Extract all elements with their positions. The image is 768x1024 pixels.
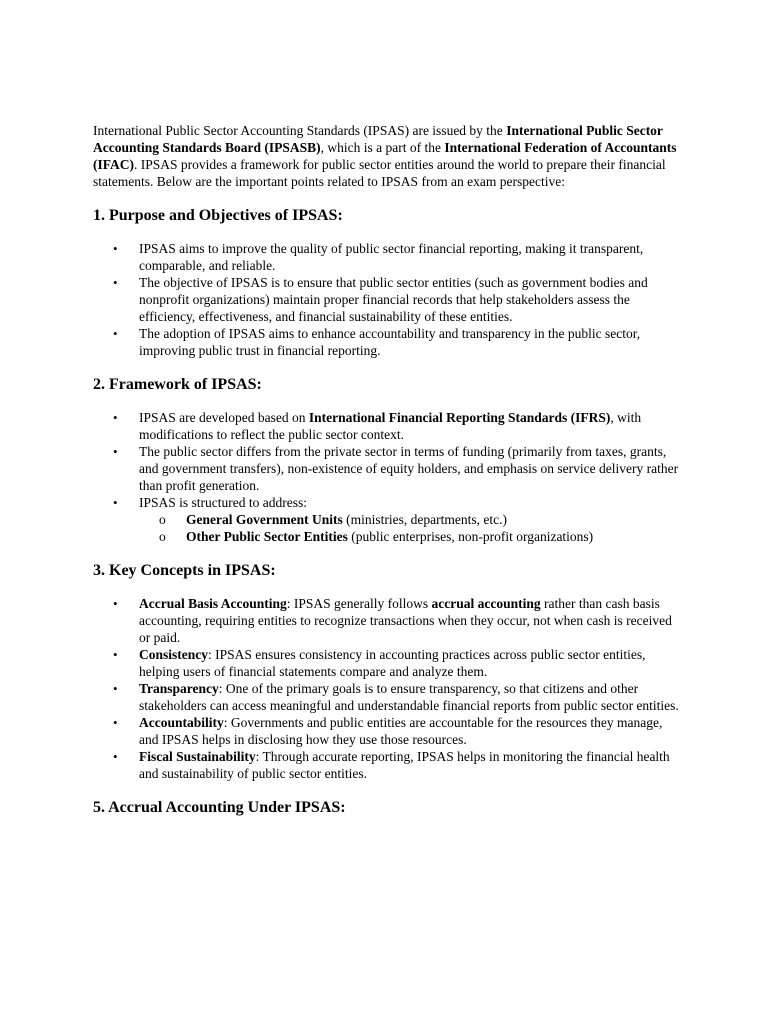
bullet-list: [93, 409, 683, 545]
bold-text: Transparency: [139, 681, 219, 696]
sub-list-item: [159, 511, 683, 528]
list-item: [113, 240, 683, 274]
text-run: , which is a part of the: [320, 140, 445, 155]
list-item: [113, 325, 683, 359]
text-run: International Public Sector Accounting Standards (IPSAS) are issued by the: [93, 123, 507, 138]
text-run: IPSAS are developed based on: [139, 410, 309, 425]
section-heading: 5. Accrual Accounting Under IPSAS:: [93, 799, 346, 816]
list-item: [113, 274, 683, 325]
bold-text: General Government Units: [186, 512, 343, 527]
text-run: (ministries, departments, etc.): [342, 512, 507, 527]
bullet-icon: •: [113, 444, 118, 459]
section-heading: 1. Purpose and Objectives of IPSAS:: [93, 207, 343, 224]
text-run: : IPSAS ensures consistency in accounting practices across public sector entities, helping users of financial statements compare and analyze them.: [139, 647, 646, 679]
bullet-icon: •: [113, 410, 118, 425]
list-item: [113, 443, 683, 494]
text-run: . IPSAS provides a framework for public sector entities around the world to prepare their financial statements. Below are the important points related to IPSAS from an exam perspective:: [93, 157, 666, 189]
bold-text: International Federation of Accountants (IFAC): [93, 140, 677, 172]
sub-list: [139, 511, 683, 545]
text-run: rather than cash basis accounting, requiring entities to recognize transactions when they occur, not when cash is received or paid.: [139, 596, 672, 645]
text-run: : Through accurate reporting, IPSAS helps in monitoring the financial health and sustainability of public sector entities.: [139, 749, 670, 781]
sub-bullet-icon: o: [159, 529, 166, 544]
bullet-icon: •: [113, 495, 118, 510]
section-heading: 2. Framework of IPSAS:: [93, 376, 262, 393]
intro-paragraph: [93, 122, 683, 190]
bold-text: Accountability: [139, 715, 224, 730]
bullet-icon: •: [113, 241, 118, 256]
text-run: : IPSAS generally follows: [286, 596, 432, 611]
bullet-icon: •: [113, 715, 118, 730]
text-run: The adoption of IPSAS aims to enhance accountability and transparency in the public sector, improving public trust in financial reporting.: [139, 326, 641, 358]
text-run: IPSAS is structured to address:: [139, 495, 307, 510]
section-heading: 3. Key Concepts in IPSAS:: [93, 562, 276, 579]
list-item: [113, 714, 683, 748]
bold-text: Other Public Sector Entities: [186, 529, 348, 544]
text-run: (public enterprises, non-profit organizations): [347, 529, 594, 544]
bold-text: accrual accounting: [431, 596, 541, 611]
text-run: IPSAS aims to improve the quality of public sector financial reporting, making it transparent, comparable, and reliable.: [139, 241, 644, 273]
list-item: [113, 595, 683, 646]
bold-text: International Financial Reporting Standards (IFRS): [308, 410, 611, 425]
text-run: : One of the primary goals is to ensure transparency, so that citizens and other stakeholders can access meaningful and understandable financial reports from public sector entities.: [139, 681, 679, 713]
text-run: The public sector differs from the private sector in terms of funding (primarily from taxes, grants, and government transfers), non-existence of equity holders, and emphasis on service delivery rather than profit generation.: [139, 444, 679, 493]
bullet-icon: •: [113, 275, 118, 290]
bold-text: Accrual Basis Accounting: [139, 596, 287, 611]
list-item: [113, 494, 683, 545]
list-item: [113, 748, 683, 782]
list-item: [113, 409, 683, 443]
bold-text: Fiscal Sustainability: [139, 749, 256, 764]
text-run: : Governments and public entities are accountable for the resources they manage, and IPSAS helps in disclosing how they use those resources.: [139, 715, 663, 747]
bold-text: Consistency: [139, 647, 209, 662]
text-run: , with modifications to reflect the public sector context.: [139, 410, 642, 442]
sub-bullet-icon: o: [159, 512, 166, 527]
list-item: [113, 680, 683, 714]
list-item: [113, 646, 683, 680]
bullet-icon: •: [113, 596, 118, 611]
bold-text: International Public Sector Accounting Standards Board (IPSASB): [93, 123, 663, 155]
bullet-list: [93, 240, 683, 359]
bullet-list: [93, 595, 683, 782]
sections-container: [93, 206, 683, 818]
bullet-icon: •: [113, 681, 118, 696]
document-page: [93, 122, 683, 832]
bullet-icon: •: [113, 749, 118, 764]
bullet-icon: •: [113, 326, 118, 341]
bullet-icon: •: [113, 647, 118, 662]
sub-list-item: [159, 528, 683, 545]
text-run: The objective of IPSAS is to ensure that public sector entities (such as government bodies and nonprofit organizations) maintain proper financial records that help stakeholders assess the efficiency, effectiveness, and financial sustainability of these entities.: [139, 275, 648, 324]
